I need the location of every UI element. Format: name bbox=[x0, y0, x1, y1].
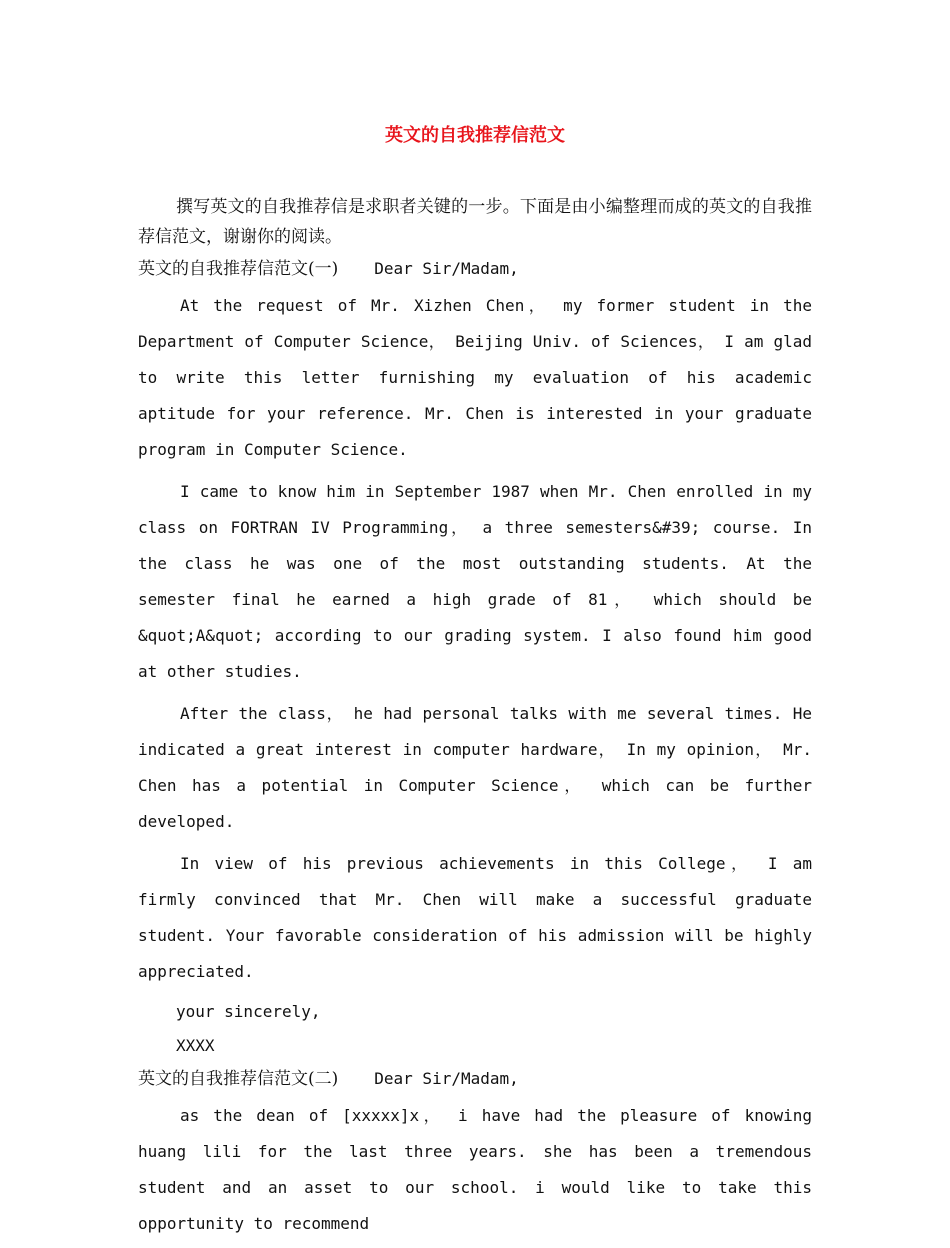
letter2-heading: 英文的自我推荐信范文(二) bbox=[138, 1069, 339, 1089]
letter2-salutation: Dear Sir/Madam, bbox=[374, 1069, 519, 1088]
letter1-salutation: Dear Sir/Madam, bbox=[374, 259, 519, 278]
letter1-heading: 英文的自我推荐信范文(一) bbox=[138, 259, 339, 279]
intro-paragraph: 撰写英文的自我推荐信是求职者关键的一步。下面是由小编整理而成的英文的自我推荐信范文，谢谢你的阅读。 bbox=[138, 197, 812, 247]
letter1-paragraph-1: At the request of Mr. Xizhen Chen， my former student in the Department of Computer Science， Beijing Univ. of Sciences， I am glad to write this letter furnishing my evaluation of his academic aptitude for your reference. Mr. Chen is interested in your graduate program in Computer Science. bbox=[138, 296, 812, 459]
document-page bbox=[138, 0, 812, 1233]
letter1-paragraph-3: After the class， he had personal talks with me several times. He indicated a great interest in computer hardware， In my opinion， Mr. Chen has a potential in Computer Science， which can be further developed. bbox=[138, 704, 812, 831]
letter1-closing: your sincerely, bbox=[176, 1002, 321, 1021]
letter1-signature: XXXX bbox=[176, 1036, 215, 1055]
letter1-heading-line bbox=[138, 254, 812, 284]
letter1-paragraph-2: I came to know him in September 1987 when Mr. Chen enrolled in my class on FORTRAN IV Programming， a three semesters&#39; course. In the class he was one of the most outstanding students. At the semester final he earned a high grade of 81， which should be &quot;A&quot; according to our grading system. I also found him good at other studies. bbox=[138, 482, 812, 681]
letter2-paragraph-1: as the dean of [xxxxx]x， i have had the pleasure of knowing huang lili for the last three years. she has been a tremendous student and an asset to our school. i would like to take this opportunity to recommend bbox=[138, 1106, 812, 1233]
letter2-heading-line bbox=[138, 1064, 812, 1094]
letter1-paragraph-4: In view of his previous achievements in this College， I am firmly convinced that Mr. Chen will make a successful graduate student. Your favorable consideration of his admission will be highly appreciated. bbox=[138, 854, 812, 981]
document-body bbox=[138, 192, 812, 1248]
document-title: 英文的自我推荐信范文 bbox=[385, 125, 565, 146]
